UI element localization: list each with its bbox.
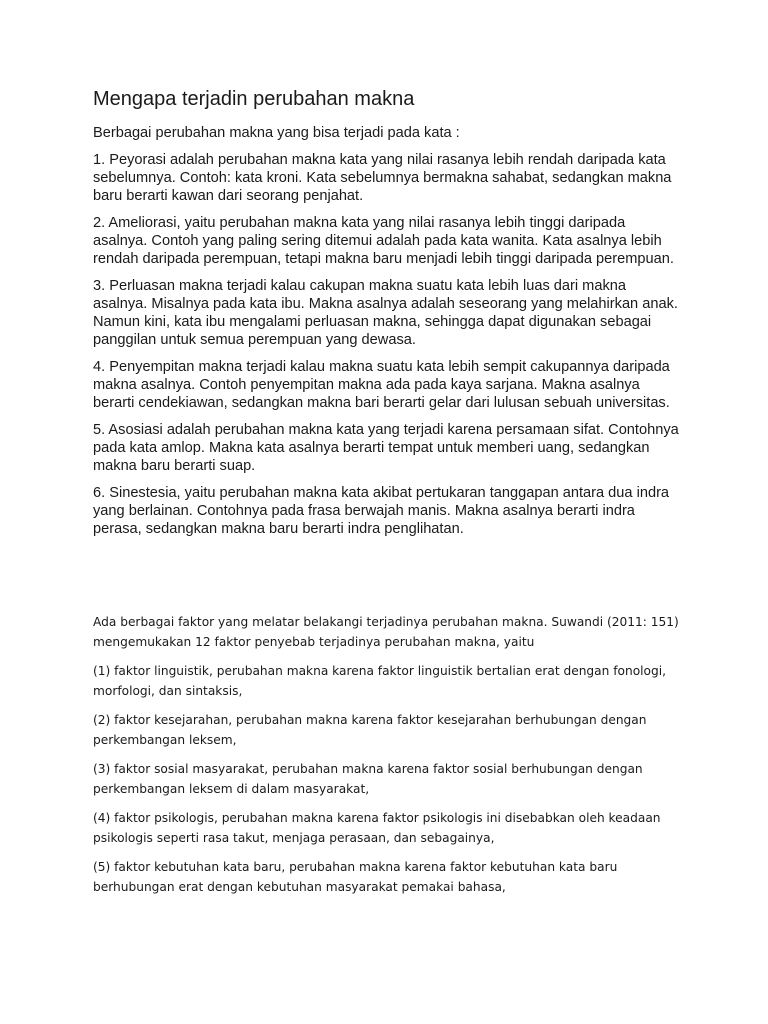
type-paragraph-5: 5. Asosiasi adalah perubahan makna kata yang terjadi karena persamaan sifat. Contohnya pada kata amlop. Makna kata asalnya berarti tempat untuk memberi uang, sedangkan makna baru berarti suap.	[93, 422, 679, 474]
factors-intro-paragraph: Ada berbagai faktor yang melatar belakangi terjadinya perubahan makna. Suwandi (2011: 151) mengemukakan 12 faktor penyebab terjadinya perubahan makna, yaitu	[93, 615, 679, 649]
type-paragraph-4: 4. Penyempitan makna terjadi kalau makna suatu kata lebih sempit cakupannya daripada makna asalnya. Contoh penyempitan makna ada pada kaya sarjana. Makna asalnya berarti cendekiawan, sedangkan makna bari berarti gelar dari lulusan sebuah universitas.	[93, 359, 670, 411]
type-paragraph-6: 6. Sinestesia, yaitu perubahan makna kata akibat pertukaran tanggapan antara dua indra yang berlainan. Contohnya pada frasa berwajah manis. Makna asalnya berarti indra perasa, sedangkan makna baru berarti indra penglihatan.	[93, 485, 670, 537]
type-paragraph-3: 3. Perluasan makna terjadi kalau cakupan makna suatu kata lebih luas dari makna asalnya. Misalnya pada kata ibu. Makna asalnya adalah seseorang yang melahirkan anak. Namun kini, kata ibu mengalami perluasan makna, sehingga dapat digunakan sebagai panggilan untuk semua perempuan yang dewasa.	[93, 278, 678, 348]
factor-paragraph-1: (1) faktor linguistik, perubahan makna karena faktor linguistik bertalian erat dengan fonologi, morfologi, dan sintaksis,	[93, 664, 667, 698]
intro-paragraph: Berbagai perubahan makna yang bisa terjadi pada kata :	[93, 125, 460, 141]
type-paragraph-2: 2. Ameliorasi, yaitu perubahan makna kata yang nilai rasanya lebih tinggi daripada asalnya. Contoh yang paling sering ditemui adalah pada kata wanita. Kata asalnya lebih rendah daripada perempuan, tetapi makna baru menjadi lebih tinggi daripada perempuan.	[93, 215, 674, 267]
factor-paragraph-4: (4) faktor psikologis, perubahan makna karena faktor psikologis ini disebabkan oleh keadaan psikologis seperti rasa takut, menjaga perasaan, dan sebagainya,	[93, 811, 661, 845]
factor-paragraph-2: (2) faktor kesejarahan, perubahan makna karena faktor kesejarahan berhubungan dengan perkembangan leksem,	[93, 713, 647, 747]
meaning-change-types-section	[93, 86, 683, 547]
factor-paragraph-5: (5) faktor kebutuhan kata baru, perubahan makna karena faktor kebutuhan kata baru berhubungan erat dengan kebutuhan masyarakat pemakai bahasa,	[93, 860, 618, 894]
meaning-change-factors-section	[93, 613, 683, 907]
document-title: Mengapa terjadin perubahan makna	[93, 88, 415, 110]
factor-paragraph-3: (3) faktor sosial masyarakat, perubahan makna karena faktor sosial berhubungan dengan perkembangan leksem di dalam masyarakat,	[93, 762, 643, 796]
type-paragraph-1: 1. Peyorasi adalah perubahan makna kata yang nilai rasanya lebih rendah daripada kata sebelumnya. Contoh: kata kroni. Kata sebelumnya bermakna sahabat, sedangkan makna baru berarti kawan dari seorang penjahat.	[93, 152, 672, 204]
